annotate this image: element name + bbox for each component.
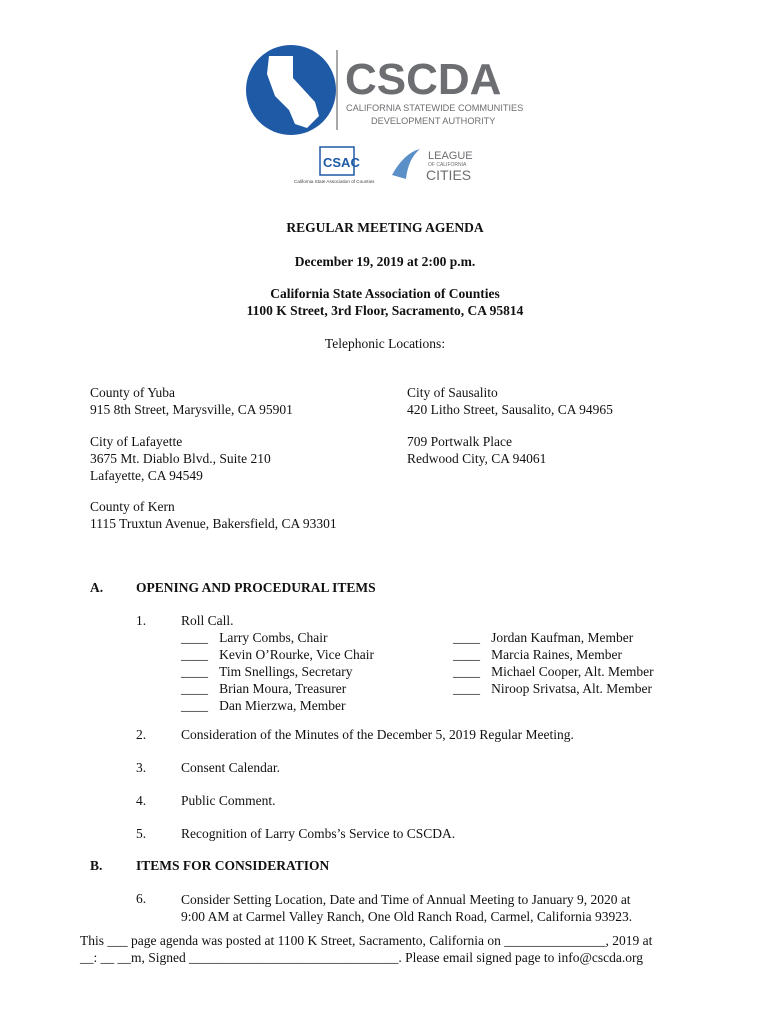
- org-subtitle-1: CALIFORNIA STATEWIDE COMMUNITIES: [346, 103, 524, 113]
- item-5-number: 5.: [136, 826, 147, 841]
- csac-caption: California State Association of Counties: [294, 179, 375, 184]
- section-b-letter: B.: [90, 858, 103, 873]
- league-of-cities-logo: [390, 145, 485, 185]
- roll-call-entry: ____ Brian Moura, Treasurer: [181, 681, 347, 696]
- item-2-text: Consideration of the Minutes of the December 5, 2019 Regular Meeting.: [181, 727, 574, 742]
- agenda-title: REGULAR MEETING AGENDA: [286, 220, 484, 235]
- item-4-text: Public Comment.: [181, 793, 276, 808]
- roll-call-entry: ____ Michael Cooper, Alt. Member: [453, 664, 654, 679]
- section-a-letter: A.: [90, 580, 104, 595]
- csac-text: CSAC: [323, 155, 360, 170]
- org-subtitle-2: DEVELOPMENT AUTHORITY: [371, 116, 496, 126]
- csac-logo: [292, 145, 382, 185]
- cscda-logo: [245, 44, 535, 136]
- item-6-number: 6.: [136, 891, 147, 906]
- item-2-number: 2.: [136, 727, 147, 742]
- section-b-title: ITEMS FOR CONSIDERATION: [136, 858, 330, 873]
- roll-call-right-list: [453, 629, 654, 697]
- location-kern: County of Kern 1115 Truxtun Avenue, Bakersfield, CA 93301: [90, 499, 337, 531]
- roll-call-label: Roll Call.: [181, 613, 234, 628]
- roll-call-entry: ____ Tim Snellings, Secretary: [181, 664, 353, 679]
- roll-call-entry: ____ Dan Mierzwa, Member: [181, 698, 346, 713]
- item-4-number: 4.: [136, 793, 147, 808]
- roll-call-left-list: [181, 629, 374, 714]
- location-redwood-city: 709 Portwalk Place Redwood City, CA 94061: [407, 434, 547, 466]
- league-swoosh-icon: [392, 149, 420, 179]
- section-a-title: OPENING AND PROCEDURAL ITEMS: [136, 580, 376, 595]
- roll-call-entry: ____ Jordan Kaufman, Member: [453, 630, 634, 645]
- meeting-datetime: December 19, 2019 at 2:00 p.m.: [294, 254, 476, 269]
- location-sausalito: City of Sausalito 420 Litho Street, Sausalito, CA 94965: [407, 385, 613, 417]
- roll-call-entry: ____ Niroop Srivatsa, Alt. Member: [453, 681, 652, 696]
- item-3-number: 3.: [136, 760, 147, 775]
- roll-call-entry: ____ Kevin O’Rourke, Vice Chair: [181, 647, 375, 662]
- posting-certification: This ___ page agenda was posted at 1100 K Street, Sacramento, California on _______________, 2019 at __: __ __m, Signed _______________________________. Please email signed page to info@cscda.org: [80, 933, 653, 965]
- league-text-2: OF CALIFORNIA: [428, 162, 467, 168]
- roll-call-entry: ____ Marcia Raines, Member: [453, 647, 622, 662]
- item-1-number: 1.: [136, 613, 147, 628]
- venue-address: 1100 K Street, 3rd Floor, Sacramento, CA 95814: [246, 303, 524, 318]
- venue-name: California State Association of Counties: [270, 286, 500, 301]
- league-text-1: LEAGUE: [428, 150, 473, 162]
- telephonic-label: Telephonic Locations:: [324, 336, 446, 351]
- location-yuba: County of Yuba 915 8th Street, Marysville, CA 95901: [90, 385, 293, 417]
- item-3-text: Consent Calendar.: [181, 760, 280, 775]
- item-6-text: Consider Setting Location, Date and Time of Annual Meeting to January 9, 2020 at 9:00 AM at Carmel Valley Ranch, One Old Ranch Road, Carmel, California 93923.: [181, 892, 633, 924]
- item-5-text: Recognition of Larry Combs’s Service to CSCDA.: [181, 826, 456, 841]
- league-text-3: CITIES: [426, 167, 472, 183]
- org-name: CSCDA: [345, 55, 502, 104]
- roll-call-entry: ____ Larry Combs, Chair: [181, 630, 328, 645]
- location-lafayette: City of Lafayette 3675 Mt. Diablo Blvd., Suite 210 Lafayette, CA 94549: [90, 434, 271, 483]
